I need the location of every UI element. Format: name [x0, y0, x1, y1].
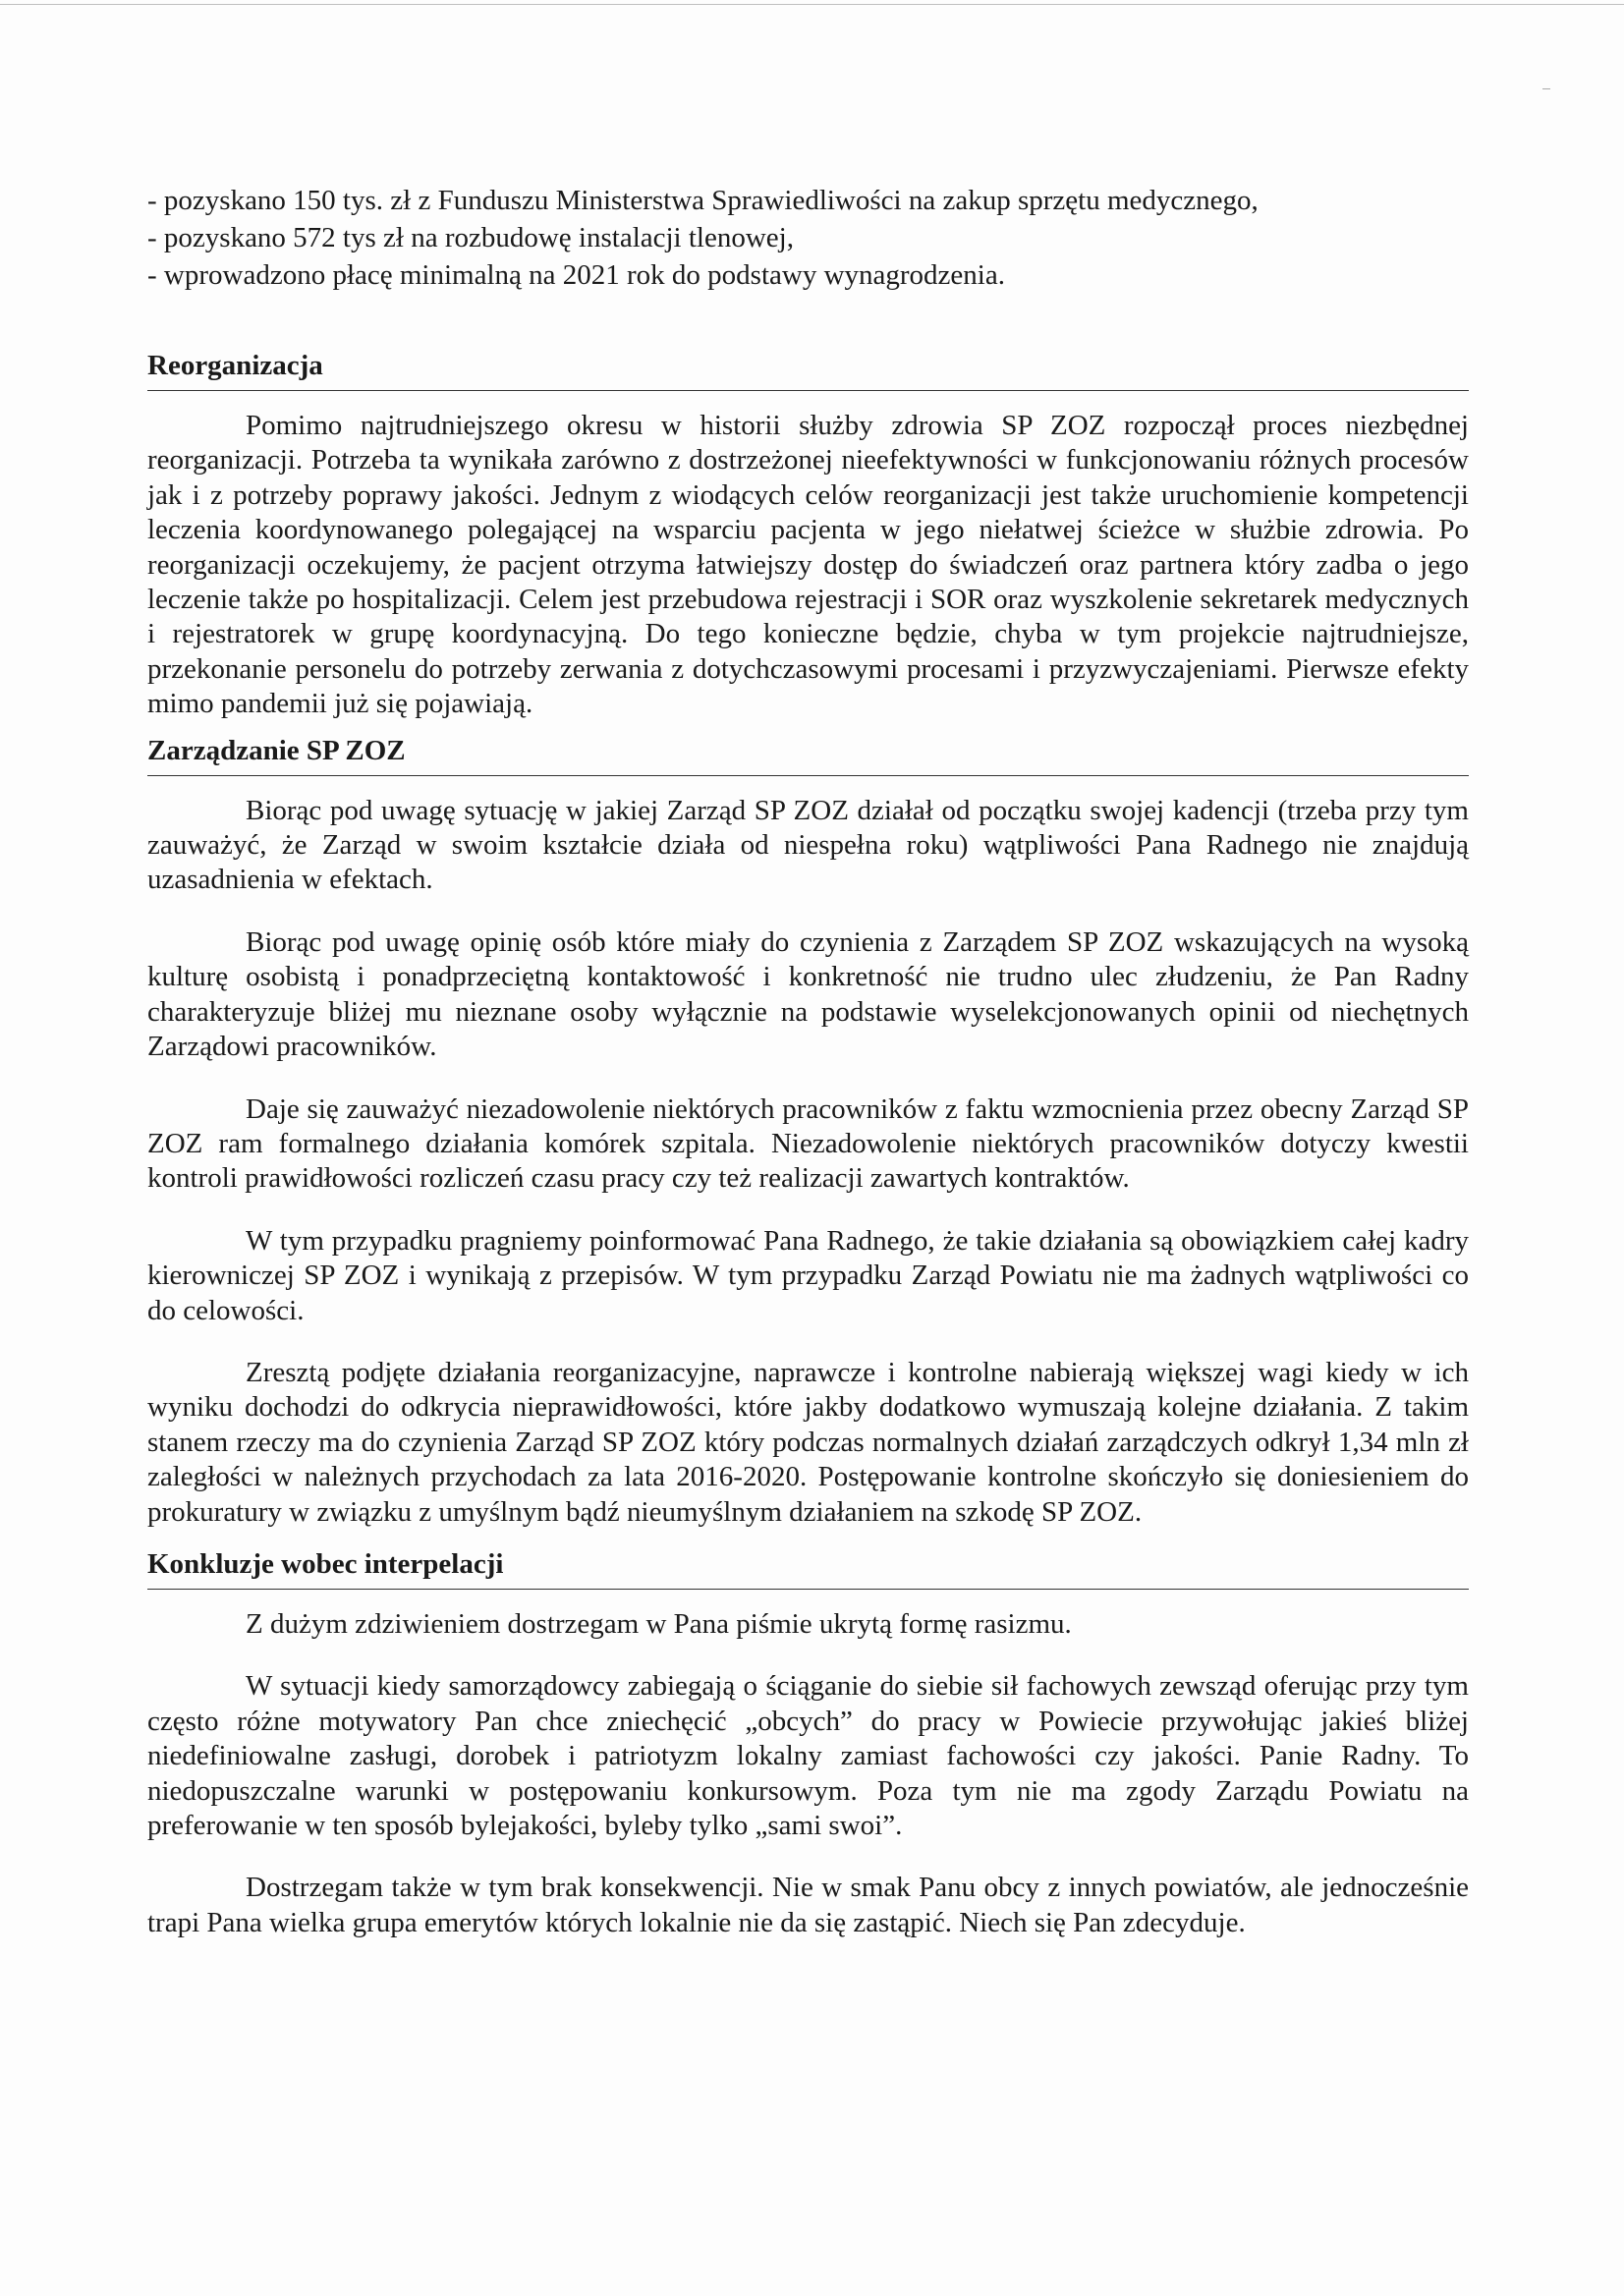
paragraph: Z dużym zdziwieniem dostrzegam w Pana piśmie ukrytą formę rasizmu.: [246, 1607, 1072, 1640]
bullet-list: [147, 182, 1469, 294]
paragraph: W tym przypadku pragniemy poinformować Pana Radnego, że takie działania są obowiązkiem całej kadry kierowniczej SP ZOZ i wynikają z przepisów. W tym przypadku Zarząd Powiatu nie ma żadnych wątpliwości co do celowości.: [147, 1224, 1469, 1326]
document-body: [147, 182, 1469, 1940]
bullet-item: - wprowadzono płacę minimalną na 2021 rok do podstawy wynagrodzenia.: [147, 259, 1005, 291]
paragraph: Zresztą podjęte działania reorganizacyjne, naprawcze i kontrolne nabierają większej wagi kiedy w ich wyniku dochodzi do odkrycia nieprawidłowości, które jakby dodatkowo wymuszają kolejne działania. Z takim stanem rzeczy ma do czynienia Zarząd SP ZOZ który podczas normalnych działań zarządczych odkrył 1,34 mln zł zaległości w należnych przychodach za lata 2016-2020. Postępowanie kontrolne skończyło się doniesieniem do prokuratury w związku z umyślnym bądź nieumyślnym działaniem na szkodę SP ZOZ.: [147, 1356, 1469, 1528]
page-top-edge: [0, 4, 1624, 5]
paragraph: W sytuacji kiedy samorządowcy zabiegają o ściąganie do siebie sił fachowych zewsząd oferując przy tym często różne motywatory Pan chce zniechęcić „obcych” do pracy w Powiecie przywołując jakieś bliżej niedefiniowalne zasługi, dorobek i patriotyzm lokalny zamiast fachowości czy jakości. Panie Radny. To niedopuszczalne warunki w postępowaniu konkursowym. Poza tym nie ma zgody Zarządu Powiatu na preferowanie w ten sposób bylejakości, byleby tylko „sami swoi”.: [147, 1670, 1469, 1841]
scan-mark: [1542, 88, 1550, 89]
paragraph: Dostrzegam także w tym brak konsekwencji. Nie w smak Panu obcy z innych powiatów, ale jednocześnie trapi Pana wielka grupa emerytów których lokalnie nie da się zastąpić. Niech się Pan zdecyduje.: [147, 1872, 1469, 1938]
bullet-item: - pozyskano 150 tys. zł z Funduszu Ministerstwa Sprawiedliwości na zakup sprzętu medycznego,: [147, 185, 1259, 216]
paragraph: Pomimo najtrudniejszego okresu w historii służby zdrowia SP ZOZ rozpoczął proces niezbędnej reorganizacji. Potrzeba ta wynikała zarówno z dostrzeżonej nieefektywności w funkcjonowaniu różnych procesów jak i z potrzeby poprawy jakości. Jednym z wiodących celów reorganizacji jest także uruchomienie kompetencji leczenia koordynowanego polegającej na wsparciu pacjenta w jego niełatwej ścieżce w służbie zdrowia. Po reorganizacji oczekujemy, że pacjent otrzyma łatwiejszy dostęp do świadczeń oraz partnera który zadba o jego leczenie także po hospitalizacji. Celem jest przebudowa rejestracji i SOR oraz wyszkolenie sekretarek medycznych i rejestratorek w grupę koordynacyjną. Do tego konieczne będzie, chyba w tym projekcie najtrudniejsze, przekonanie personelu do potrzeby zerwania z dotychczasowymi procesami i przyzwyczajeniami. Pierwsze efekty mimo pandemii już się pojawiają.: [147, 410, 1469, 720]
paragraph: Biorąc pod uwagę opinię osób które miały do czynienia z Zarządem SP ZOZ wskazujących na wysoką kulturę osobistą i ponadprzeciętną kontaktowość i konkretność nie trudno ulec złudzeniu, że Pan Radny charakteryzuje bliżej mu nieznane osoby wyłącznie na podstawie wyselekcjonowanych opinii od niechętnych Zarządowi pracowników.: [147, 925, 1469, 1063]
section-heading-zarzadzanie: Zarządzanie SP ZOZ: [147, 732, 1469, 776]
paragraph: Biorąc pod uwagę sytuację w jakiej Zarząd SP ZOZ działał od początku swojej kadencji (trzeba przy tym zauważyć, że Zarząd w swoim kształcie działa od niespełna roku) wątpliwości Pana Radnego nie znajdują uzasadnienia w efektach.: [147, 794, 1469, 896]
paragraph: Daje się zauważyć niezadowolenie niektórych pracowników z faktu wzmocnienia przez obecny Zarząd SP ZOZ ram formalnego działania komórek szpitala. Niezadowolenie niektórych pracowników dotyczy kwestii kontroli prawidłowości rozliczeń czasu pracy czy też realizacji zawartych kontraktów.: [147, 1092, 1469, 1195]
section-heading-reorganizacja: Reorganizacja: [147, 347, 1469, 391]
section-heading-konkluzje: Konkluzje wobec interpelacji: [147, 1545, 1469, 1590]
bullet-item: - pozyskano 572 tys zł na rozbudowę instalacji tlenowej,: [147, 222, 794, 253]
